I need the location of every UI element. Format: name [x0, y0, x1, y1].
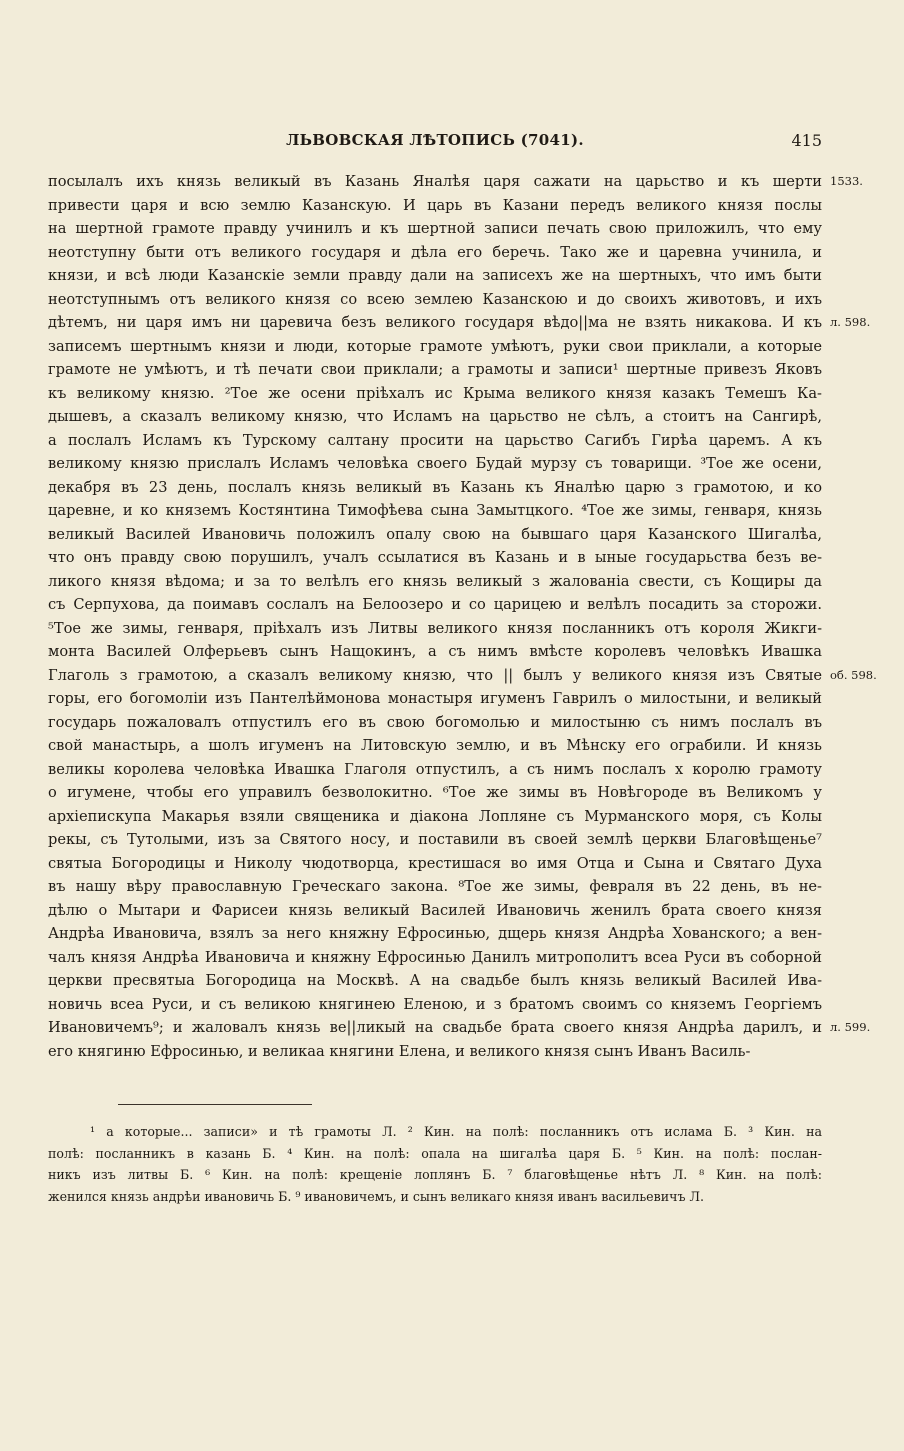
text-line: великы королева человѣка Ивашка Глаголя отпустилъ, а съ нимъ послалъ х королю грамоту: [48, 760, 822, 778]
text-line: привести царя и всю землю Казанскую. И царь въ Казани передъ великого князя послы: [48, 196, 822, 214]
text-line: что онъ правду свою порушилъ, учалъ ссылатися въ Казань и в ыные государьства безъ ве-: [48, 549, 822, 566]
margin-note: 1533.: [830, 174, 863, 188]
text-line: съ Серпухова, да поимавъ сослалъ на Белоозеро и со царицею и велѣлъ посадить за сторожи.: [48, 596, 822, 613]
page-header: [48, 131, 822, 155]
text-line: Андрѣа Ивановича, взялъ за него княжну Ефросинью, дщерь князя Андрѣа Хованского; а вен-: [48, 925, 822, 942]
text-line: грамоте не умѣютъ, и тѣ печати свои приклали; а грамоты и записи¹ шертные привезъ Яковъ: [48, 361, 822, 378]
text-line: горы, его богомолiи изъ Пантелѣймонова монастыря игуменъ Гаврилъ о милостыни, и великый: [48, 690, 822, 707]
text-line: Глаголь з грамотою, а сказалъ великому князю, что || былъ у великого князя изъ Святые: [48, 666, 822, 684]
text-line: къ великому князю. ²Тое же осени прiѣхалъ ис Крыма великого князя казакъ Темешъ Ка-: [48, 384, 822, 402]
text-line: великому князю прислалъ Исламъ человѣка своего Будай мурзу съ товарищи. ³Тое же осени,: [48, 455, 822, 472]
text-line: декабря въ 23 день, послалъ князь великый въ Казань къ Яналѣю царю з грамотою, и ко: [48, 478, 822, 496]
text-line: архiепискупа Макарья взяли священика и дiакона Лопляне съ Мурманского моря, съ Колы: [48, 807, 822, 825]
running-head: ЛЬВОВСКАЯ ЛѢТОПИСЬ (7041).: [286, 131, 584, 149]
page-number: 415: [791, 131, 822, 150]
text-line: дышевъ, а сказалъ великому князю, что Исламъ на царьство не сѣлъ, а стоитъ на Сангирѣ,: [48, 408, 822, 425]
text-line: ⁵Тое же зимы, генваря, прiѣхалъ изъ Литвы великого князя посланникъ отъ короля Жикги-: [48, 619, 822, 637]
text-line: царевне, и ко княземъ Костянтина Тимофѣева сына Замытцкого. ⁴Тое же зимы, генваря, князь: [48, 502, 822, 519]
footnote-line: полѣ: посланникъ в казань Б. ⁴ Кин. на полѣ: опала на шигалѣа царя Б. ⁵ Кин. на полѣ: послан-: [48, 1145, 822, 1161]
footnote-line: никъ изъ литвы Б. ⁶ Кин. на полѣ: крещенiе лоплянъ Б. ⁷ благовѣщенье нѣтъ Л. ⁸ Кин. на полѣ:: [48, 1167, 822, 1182]
text-line: новичь всеа Руси, и съ великою княгинею Еленою, и з братомъ своимъ со княземъ Георгiемъ: [48, 995, 822, 1013]
text-line: его княгиню Ефросинью, и великаа княгини Елена, и великого князя сынъ Иванъ Василь-: [48, 1042, 751, 1060]
text-line: о игумене, чтобы его управилъ безволокитно. ⁶Тое же зимы въ Новѣгороде въ Великомъ у: [48, 784, 822, 801]
text-line: чалъ князя Андрѣа Ивановича и княжну Ефросинью Данилъ митрополитъ всеа Руси въ соборной: [48, 948, 822, 966]
footnote-line: женился князь андрѣи ивановичь Б. ⁹ ивановичемъ, и сынъ великаго князя иванъ васильевичъ Л.: [48, 1188, 704, 1204]
text-line: въ нашу вѣру православную Греческаго закона. ⁸Тое же зимы, февраля въ 22 день, въ не-: [48, 878, 822, 895]
text-line: записемъ шертнымъ князи и люди, которые грамоте умѣютъ, руки свои приклали, а которые: [48, 337, 822, 355]
margin-note: л. 599.: [830, 1020, 871, 1034]
text-line: святыа Богородицы и Николу чюдотворца, крестишася во имя Отца и Сына и Святаго Духа: [48, 854, 822, 872]
text-line: ликого князя вѣдома; и за то велѣлъ его князь великый з жалованiа свести, съ Кощиры да: [48, 572, 822, 590]
text-line: а послалъ Исламъ къ Турскому салтану просити на царьство Сагибъ Гирѣа царемъ. А къ: [48, 431, 822, 449]
text-line: на шертной грамоте правду учинилъ и къ шертной записи печать свою приложилъ, что ему: [48, 220, 822, 237]
text-line: свой манастырь, а шолъ игуменъ на Литовскую землю, и въ Мѣнску его ограбили. И князь: [48, 737, 822, 754]
text-line: Ивановичемъ⁹; и жаловалъ князь ве||ликый на свадьбе брата своего князя Андрѣа дарилъ, и: [48, 1019, 822, 1036]
text-line: церкви пресвятыа Богородица на Москвѣ. А на свадьбе былъ князь великый Василей Ива-: [48, 972, 822, 989]
text-line: великый Василей Ивановичь положилъ опалу свою на бывшаго царя Казанского Шигалѣа,: [48, 525, 822, 543]
text-line: посылалъ ихъ князь великый въ Казань Яналѣя царя сажати на царьство и къ шерти: [48, 173, 822, 190]
text-line: неотступну быти отъ великого государя и дѣла его беречь. Тако же и царевна учинила, и: [48, 243, 822, 261]
text-line: монта Василей Олферьевъ сынъ Нащокинъ, а съ нимъ вмѣсте королевъ человѣкъ Ивашка: [48, 643, 822, 660]
text-line: неотступнымъ отъ великого князя со всею землею Казанскою и до своихъ животовъ, и ихъ: [48, 290, 822, 308]
text-line: князи, и всѣ люди Казанскіе земли правду дали на записехъ же на шертныхъ, что имъ быти: [48, 267, 822, 284]
main-text: [48, 170, 822, 1063]
text-line: рекы, съ Тутолыми, изъ за Святого носу, и поставили въ своей землѣ церкви Благовѣщенье⁷: [48, 831, 822, 848]
text-line: дѣлю о Мытари и Фарисеи князь великый Василей Ивановичь женилъ брата своего князя: [48, 901, 822, 919]
margin-note: об. 598.: [830, 667, 877, 682]
footnotes: [48, 1121, 822, 1207]
text-line: дѣтемъ, ни царя имъ ни царевича безъ великого государя вѣдо||ма не взять никакова. И къ: [48, 314, 822, 331]
footnote-separator: [118, 1104, 312, 1105]
footnote-line: ¹ а которые... записи» и тѣ грамоты Л. ² Кин. на полѣ: посланникъ отъ ислама Б. ³ Кин. на: [90, 1124, 822, 1139]
margin-note: л. 598.: [830, 315, 871, 329]
text-line: государь пожаловалъ отпустилъ его въ свою богомолью и милостыню съ нимъ послалъ въ: [48, 713, 822, 731]
